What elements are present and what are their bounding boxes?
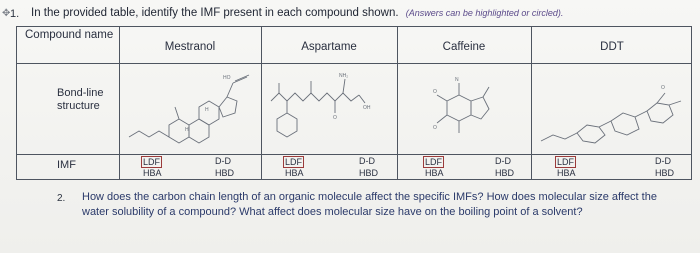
imf-option-hbd[interactable]: HBD: [495, 168, 515, 178]
imf-option-dd[interactable]: D-D: [359, 156, 375, 166]
question-2-text: How does the carbon chain length of an organic molecule affect the specific IMFs? How does molecular size affect the water solubility of a compound? What affect does molecular size have on the boiling point of a solvent?: [82, 191, 657, 218]
compound-name-mestranol: Mestranol: [164, 41, 216, 53]
svg-text:NH₂: NH₂: [339, 73, 349, 79]
ddt-structure: [535, 73, 691, 151]
imf-table: [16, 26, 692, 180]
imf-cell-aspartame: [261, 154, 397, 181]
svg-text:O: O: [333, 115, 337, 121]
svg-text:N: N: [455, 77, 459, 83]
imf-option-hbd[interactable]: HBD: [655, 168, 675, 178]
compound-name-caffeine: Caffeine: [442, 41, 486, 53]
table-header-row: [17, 27, 691, 64]
imf-option-dd[interactable]: D-D: [655, 156, 671, 166]
move-handle-icon: ✥: [2, 8, 11, 19]
aspartame-structure: [265, 69, 395, 151]
svg-text:H: H: [185, 127, 189, 133]
question-1-note: (Answers can be highlighted or circled).: [405, 8, 564, 18]
svg-text:OH: OH: [363, 105, 371, 111]
imf-option-hba[interactable]: HBA: [557, 168, 576, 178]
compound-name-aspartame: Aspartame: [301, 41, 357, 53]
imf-option-ldf[interactable]: LDF: [557, 157, 575, 167]
svg-text:HO: HO: [223, 75, 231, 81]
imf-row-label: IMF: [57, 159, 76, 171]
imf-option-dd[interactable]: D-D: [215, 156, 231, 166]
caffeine-structure: [409, 71, 519, 151]
svg-text:O: O: [433, 89, 437, 95]
imf-option-hbd[interactable]: HBD: [359, 168, 379, 178]
svg-text:H: H: [205, 107, 209, 113]
imf-option-ldf[interactable]: LDF: [285, 157, 303, 167]
header-label: Compound name: [25, 29, 114, 41]
question-2-number: 2.: [57, 193, 66, 204]
imf-option-hba[interactable]: HBA: [143, 168, 162, 178]
imf-option-hba[interactable]: HBA: [285, 168, 304, 178]
table-imf-row: [17, 154, 691, 181]
question-1-number: 1.: [10, 8, 20, 20]
table-structure-row: [17, 63, 691, 155]
svg-text:O: O: [661, 85, 665, 91]
imf-option-ldf[interactable]: LDF: [425, 157, 443, 167]
imf-cell-caffeine: [397, 154, 531, 181]
imf-cell-mestranol: [119, 154, 261, 181]
svg-text:O: O: [433, 125, 437, 131]
question-1-prompt: [31, 7, 563, 19]
imf-cell-ddt: [531, 154, 693, 181]
mestranol-structure: [123, 67, 259, 151]
compound-name-ddt: DDT: [600, 41, 624, 53]
question-1-text: In the provided table, identify the IMF present in each compound shown.: [31, 7, 399, 19]
imf-option-hba[interactable]: HBA: [425, 168, 444, 178]
imf-option-dd[interactable]: D-D: [495, 156, 511, 166]
imf-option-hbd[interactable]: HBD: [215, 168, 235, 178]
imf-option-ldf[interactable]: LDF: [143, 157, 161, 167]
structure-row-label: Bond-line structure: [57, 87, 104, 112]
